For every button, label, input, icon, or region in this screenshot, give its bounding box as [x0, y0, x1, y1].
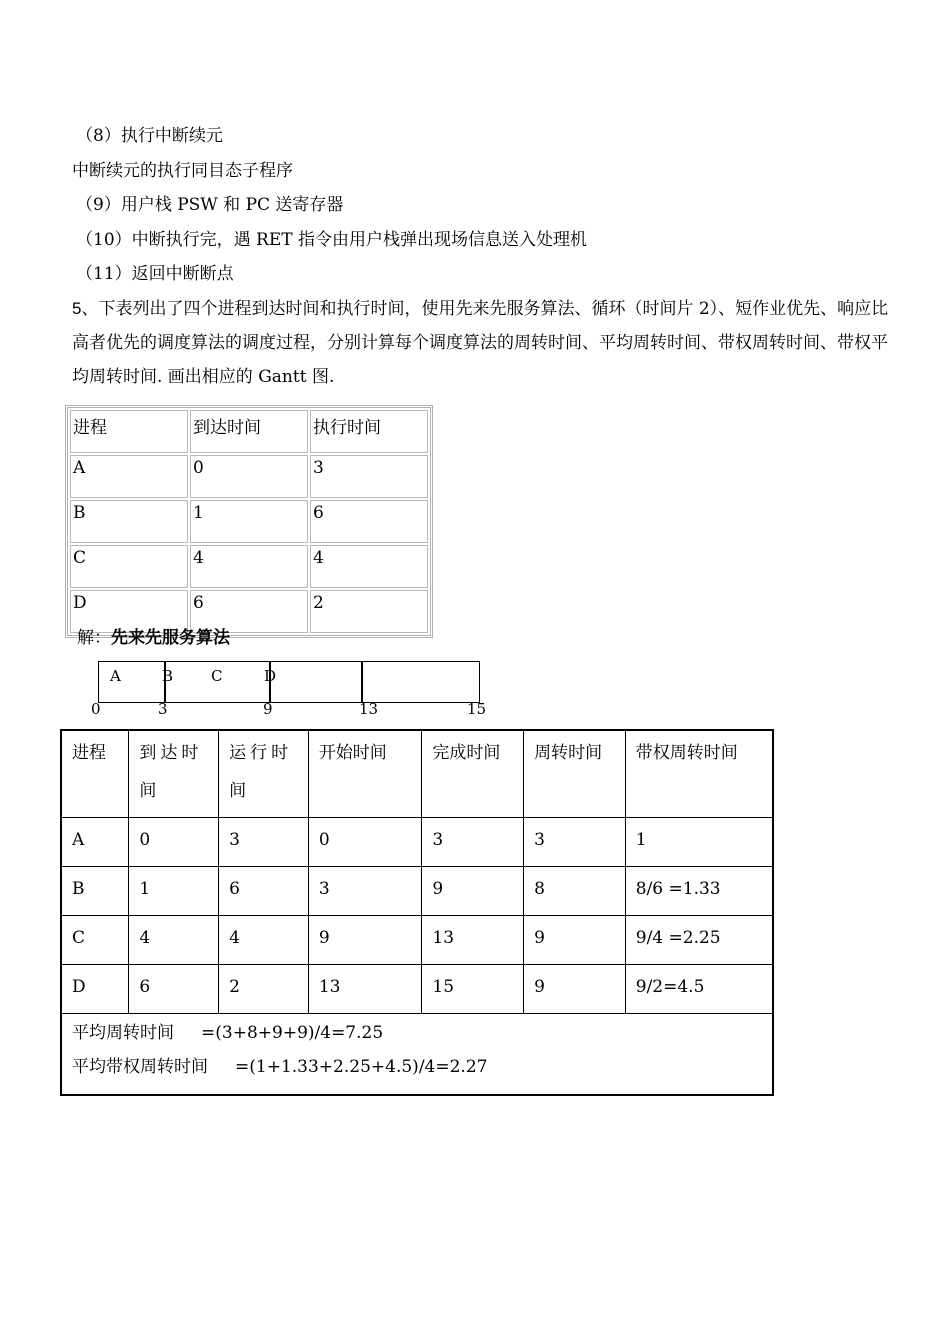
- gantt-tick-0: 0: [91, 700, 101, 718]
- header-cell: 到达时间: [129, 730, 219, 818]
- header-cell: 进程: [61, 730, 129, 818]
- gantt-tick-3: 3: [158, 700, 168, 718]
- table-cell: 9/2=4.5: [625, 965, 773, 1014]
- question-number: 5: [72, 299, 82, 318]
- table-cell: 1: [625, 818, 773, 867]
- table-cell: 4: [219, 916, 309, 965]
- table-cell: B: [61, 867, 129, 916]
- answer-prefix: 解：: [77, 628, 111, 648]
- table-cell: 6: [129, 965, 219, 1014]
- table-cell: 3: [524, 818, 626, 867]
- header-cell: 完成时间: [422, 730, 524, 818]
- table-cell: 6: [310, 500, 428, 543]
- table-cell: B: [70, 500, 188, 543]
- table-cell: 9: [524, 916, 626, 965]
- table-cell: 0: [129, 818, 219, 867]
- table-cell: 9: [524, 965, 626, 1014]
- table-cell: C: [70, 545, 188, 588]
- header-cell: 到达时间: [190, 410, 308, 453]
- table-cell: 9: [308, 916, 422, 965]
- avg-weighted-turnaround: 平均带权周转时间 =(1+1.33+2.25+4.5)/4=2.27: [72, 1057, 488, 1077]
- summary-row: [61, 1014, 773, 1096]
- text-line-1: （8）执行中断续元: [76, 126, 223, 146]
- table-row: [61, 965, 773, 1014]
- table-cell: 6: [190, 590, 308, 633]
- header-cell: 开始时间: [308, 730, 422, 818]
- table-cell: 1: [190, 500, 308, 543]
- question-text: 、下表列出了四个进程到达时间和执行时间，使用先来先服务算法、循环（时间片 2）、短作业优先、响应比高者优先的调度算法的调度过程，分别计算每个调度算法的周转时间、平均周转时间、带权周转时间、带权平均周转时间. 画出相应的 Gantt 图.: [72, 299, 889, 387]
- table-cell: A: [61, 818, 129, 867]
- gantt-box-d: [269, 661, 363, 703]
- table-row: [70, 500, 428, 543]
- table-cell: 15: [422, 965, 524, 1014]
- text-line-5: （11）返回中断断点: [76, 264, 234, 284]
- table-cell: 0: [190, 455, 308, 498]
- gantt-tick-13: 13: [359, 700, 379, 718]
- process-table: [65, 405, 433, 638]
- gantt-label-a: A: [110, 667, 121, 685]
- table-cell: 4: [190, 545, 308, 588]
- table-cell: 2: [219, 965, 309, 1014]
- table-cell: 3: [310, 455, 428, 498]
- table-row: [61, 916, 773, 965]
- avg-turnaround: 平均周转时间 =(3+8+9+9)/4=7.25: [72, 1023, 384, 1043]
- table-cell: 3: [422, 818, 524, 867]
- table-cell: 6: [219, 867, 309, 916]
- table-row: [61, 818, 773, 867]
- table-cell: 0: [308, 818, 422, 867]
- header-cell: 执行时间: [310, 410, 428, 453]
- table-cell: 8/6 =1.33: [625, 867, 773, 916]
- header-cell: 运行时间: [219, 730, 309, 818]
- table-cell: C: [61, 916, 129, 965]
- header-cell: 进程: [70, 410, 188, 453]
- table-cell: 3: [308, 867, 422, 916]
- table-cell: 4: [129, 916, 219, 965]
- table-cell: 9: [422, 867, 524, 916]
- gantt-tick-15: 15: [467, 700, 487, 718]
- question-paragraph: [72, 292, 900, 394]
- header-cell: 周转时间: [524, 730, 626, 818]
- table-cell: 9/4 =2.25: [625, 916, 773, 965]
- text-line-2: 中断续元的执行同目态子程序: [72, 161, 293, 181]
- gantt-label-c: C: [211, 667, 223, 685]
- answer-title: 先来先服务算法: [111, 628, 230, 648]
- gantt-box-end: [361, 661, 480, 703]
- gantt-label-d: D: [264, 667, 277, 685]
- text-line-4: （10）中断执行完，遇 RET 指令由用户栈弹出现场信息送入处理机: [76, 230, 587, 250]
- summary-cell: [61, 1014, 773, 1096]
- table-row: [61, 867, 773, 916]
- table-row: [70, 455, 428, 498]
- header-cell: 带权周转时间: [625, 730, 773, 818]
- gantt-box-a-b: [98, 661, 166, 703]
- table-cell: D: [61, 965, 129, 1014]
- table-cell: 1: [129, 867, 219, 916]
- table-row: [70, 545, 428, 588]
- table-header-row: [61, 730, 773, 818]
- table-cell: 8: [524, 867, 626, 916]
- gantt-tick-9: 9: [263, 700, 273, 718]
- table-cell: D: [70, 590, 188, 633]
- table-cell: 4: [310, 545, 428, 588]
- table-cell: A: [70, 455, 188, 498]
- table-cell: 2: [310, 590, 428, 633]
- answer-heading: [77, 626, 230, 650]
- table-header-row: [70, 410, 428, 453]
- text-line-3: （9）用户栈 PSW 和 PC 送寄存器: [76, 195, 344, 215]
- table-cell: 13: [422, 916, 524, 965]
- table-cell: 13: [308, 965, 422, 1014]
- fcfs-result-table: [60, 729, 774, 1096]
- table-cell: 3: [219, 818, 309, 867]
- gantt-label-b: B: [162, 667, 174, 685]
